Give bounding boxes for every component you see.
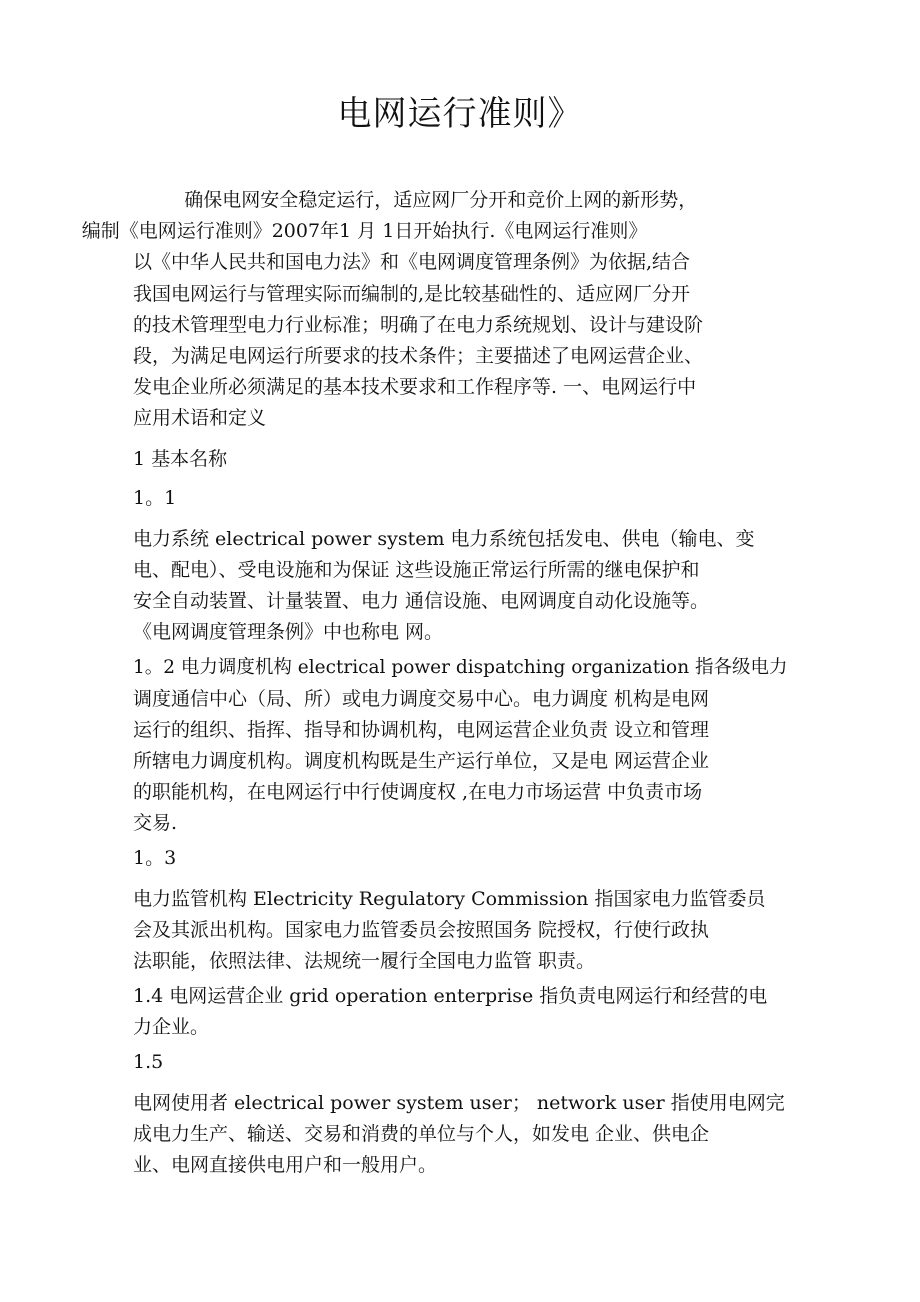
- definition-1-3: [133, 884, 793, 978]
- definition-1-4: [133, 981, 793, 1043]
- definition-line: 会及其派出机构。国家电力监管委员会按照国务 院授权，行使行政执: [133, 918, 710, 941]
- definition-line: 电力系统 electrical power system 电力系统包括发电、供电（输电、变: [133, 527, 755, 550]
- definition-line: 业、电网直接供电用户和一般用户。: [133, 1154, 438, 1177]
- subsection-number-1-1: 1。1: [133, 486, 177, 509]
- definition-1-2: [133, 652, 793, 839]
- definition-line: 运行的组织、指挥、指导和协调机构，电网运营企业负责 设立和管理: [133, 718, 710, 741]
- definition-1-1: [133, 524, 793, 649]
- definition-line: 所辖电力调度机构。调度机构既是生产运行单位，又是电 网运营企业: [133, 750, 710, 773]
- definition-line: 电、配电）、受电设施和为保证 这些设施正常运行所需的继电保护和: [133, 558, 700, 581]
- definition-line: 1.4 电网运营企业 grid operation enterprise 指负责电网运行和经营的电: [133, 985, 768, 1008]
- intro-line: 段，为满足电网运行所要求的技术条件；主要描述了电网运营企业、: [133, 345, 704, 368]
- section-heading: 1 基本名称: [133, 447, 228, 470]
- definition-line: 安全自动装置、计量装置、电力 通信设施、电网调度自动化设施等。: [133, 590, 710, 613]
- intro-line: 发电企业所必须满足的基本技术要求和工作程序等. 一、电网运行中: [133, 376, 697, 399]
- subsection-number-1-3: 1。3: [133, 846, 177, 869]
- definition-line: 《电网调度管理条例》中也称电 网。: [133, 621, 444, 644]
- definition-line: 成电力生产、输送、交易和消费的单位与个人，如发电 企业、供电企: [133, 1122, 710, 1145]
- intro-line: 确保电网安全稳定运行，适应网厂分开和竞价上网的新形势，: [184, 189, 698, 211]
- definition-line: 力企业。: [133, 1016, 210, 1039]
- definition-line: 交易.: [133, 812, 178, 835]
- intro-line: 我国电网运行与管理实际而编制的,是比较基础性的、适应网厂分开: [133, 282, 691, 305]
- intro-line: 应用术语和定义: [133, 407, 267, 430]
- subsection-number-1-5: 1.5: [133, 1050, 164, 1073]
- intro-paragraph: [81, 185, 793, 435]
- definition-line: 调度通信中心（局、所）或电力调度交易中心。电力调度 机构是电网: [133, 687, 710, 710]
- intro-line: 以《中华人民共和国电力法》和《电网调度管理条例》为依据,结合: [133, 251, 691, 274]
- intro-line: 编制《电网运行准则》2007年1 月 1日开始执行.《电网运行准则》: [81, 220, 648, 243]
- definition-line: 法职能，依照法律、法规统一履行全国电力监管 职责。: [133, 950, 596, 973]
- document-title: 电网运行准则》: [337, 94, 583, 134]
- definition-line: 的职能机构，在电网运行中行使调度权 ,在电力市场运营 中负责市场: [133, 781, 703, 804]
- definition-1-5: [133, 1088, 793, 1182]
- definition-line: 电网使用者 electrical power system user； network user 指使用电网完: [133, 1091, 785, 1114]
- document-body: [81, 185, 793, 1181]
- intro-line: 的技术管理型电力行业标准；明确了在电力系统规划、设计与建设阶: [133, 313, 704, 336]
- definition-line: 电力监管机构 Electricity Regulatory Commission 指国家电力监管委员: [133, 887, 766, 910]
- definition-line: 1。2 电力调度机构 electrical power dispatching organization 指各级电力: [133, 657, 788, 679]
